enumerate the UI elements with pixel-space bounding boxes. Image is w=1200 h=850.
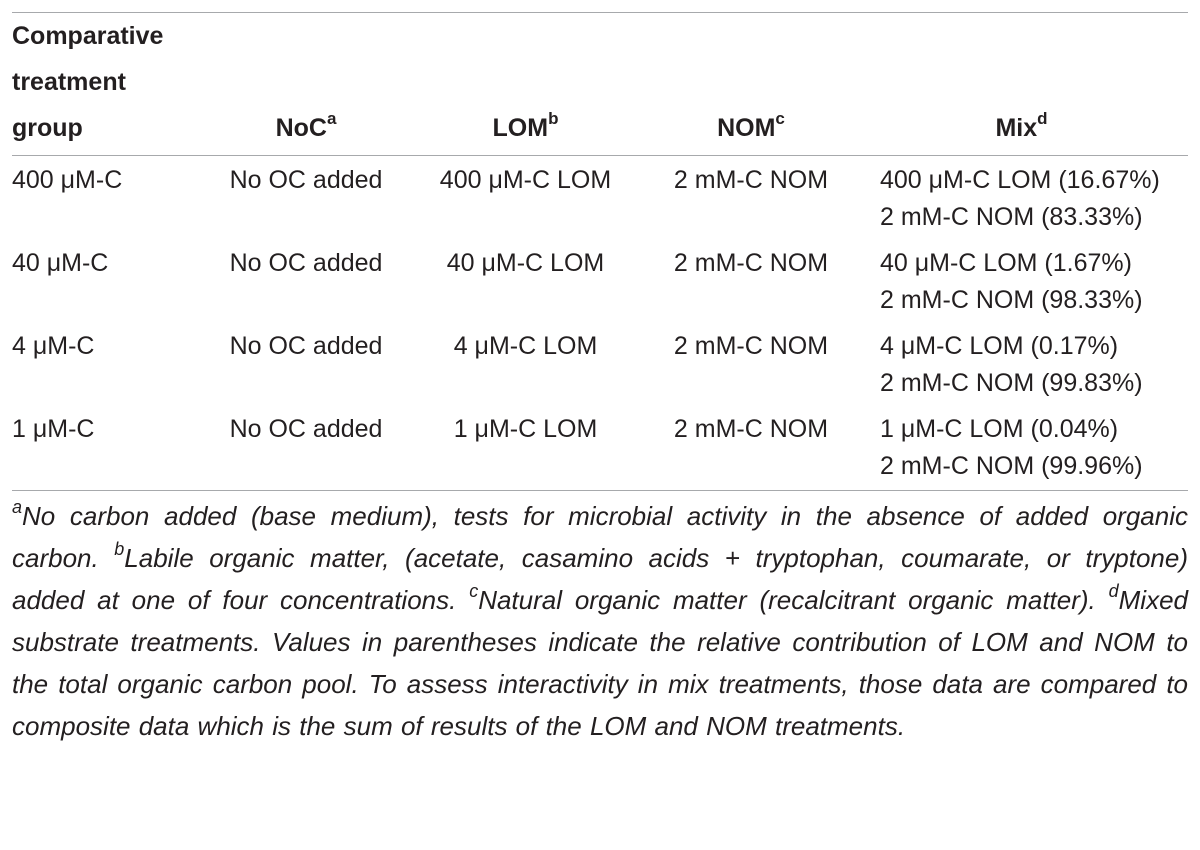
cell-noc: No OC added (229, 332, 383, 360)
cell-group: 1 μM-C (12, 415, 95, 443)
footer-rule (12, 490, 1188, 491)
cell-mix (855, 239, 1188, 322)
cell-lom: 400 μM-C LOM (439, 166, 612, 194)
cell-group: 40 μM-C (12, 249, 109, 277)
mix-nom-line: 2 mM-C NOM (99.83%) (880, 369, 1143, 397)
footnote-a-mark: a (12, 497, 23, 518)
cell-nom: 2 mM-C NOM (673, 249, 829, 277)
mix-nom-line: 2 mM-C NOM (99.96%) (880, 452, 1143, 480)
footnote-mark-a: a (326, 108, 337, 128)
footnote-a-text: No carbon added (base medium), tests for microbial activity in the absence of added organic carbon. (12, 501, 1188, 573)
cell-mix (855, 156, 1188, 239)
header-noc: NoC$^a$ (275, 108, 337, 142)
mix-lom-line: 40 μM-C LOM (1.67%) (880, 249, 1132, 277)
mix-lom-line: 4 μM-C LOM (0.17%) (880, 332, 1119, 360)
footnote-d-mark: d (1108, 581, 1119, 602)
table-page (12, 12, 1188, 747)
mix-nom-line: 2 mM-C NOM (83.33%) (880, 203, 1143, 231)
footnote-b-mark: b (114, 539, 125, 560)
cell-nom: 2 mM-C NOM (673, 332, 829, 360)
mix-nom-line: 2 mM-C NOM (98.33%) (880, 286, 1143, 314)
header-nom: NOM$^c$ (717, 108, 785, 142)
header-row (12, 13, 1188, 156)
mix-lom-line: 400 μM-C LOM (16.67%) (880, 166, 1160, 194)
table-row (12, 239, 1188, 322)
footnote-mark-d: d (1037, 108, 1048, 128)
mix-lom-line: 1 μM-C LOM (0.04%) (880, 415, 1119, 443)
cell-group: 4 μM-C (12, 332, 95, 360)
footnote-b-text: Labile organic matter, (acetate, casamino acids + tryptophan, coumarate, or tryptone) added at one of four concentrations. (12, 543, 1188, 615)
header-mix: Mix$^d$ (995, 108, 1048, 142)
footnote-mark-b: b (548, 108, 559, 128)
cell-lom: 4 μM-C LOM (453, 332, 598, 360)
table-row (12, 322, 1188, 405)
footnote-c-mark: c (469, 581, 479, 602)
cell-lom: 1 μM-C LOM (453, 415, 598, 443)
header-lom: LOM$^b$ (492, 108, 559, 142)
cell-lom: 40 μM-C LOM (446, 249, 605, 277)
cell-nom: 2 mM-C NOM (673, 166, 829, 194)
cell-nom: 2 mM-C NOM (673, 415, 829, 443)
footnote-c-text: Natural organic matter (recalcitrant organic matter). (478, 585, 1096, 615)
footnote-d-text: Mixed substrate treatments. Values in parentheses indicate the relative contribution of LOM and NOM to the total organic carbon pool. To assess interactivity in mix treatments, those data are compared to composite data which is the sum of results of the LOM and NOM treatments. (12, 585, 1188, 741)
cell-mix (855, 322, 1188, 405)
cell-noc: No OC added (229, 415, 383, 443)
cell-mix (855, 405, 1188, 488)
cell-group: 400 μM-C (12, 166, 123, 194)
treatment-table (12, 13, 1188, 488)
table-row (12, 405, 1188, 488)
table-row (12, 156, 1188, 239)
table-footnotes (12, 495, 1188, 747)
footnote-mark-c: c (775, 108, 785, 128)
cell-noc: No OC added (229, 249, 383, 277)
cell-noc: No OC added (229, 166, 383, 194)
header-comparative-treatment-group: Comparative treatment group (12, 22, 164, 142)
